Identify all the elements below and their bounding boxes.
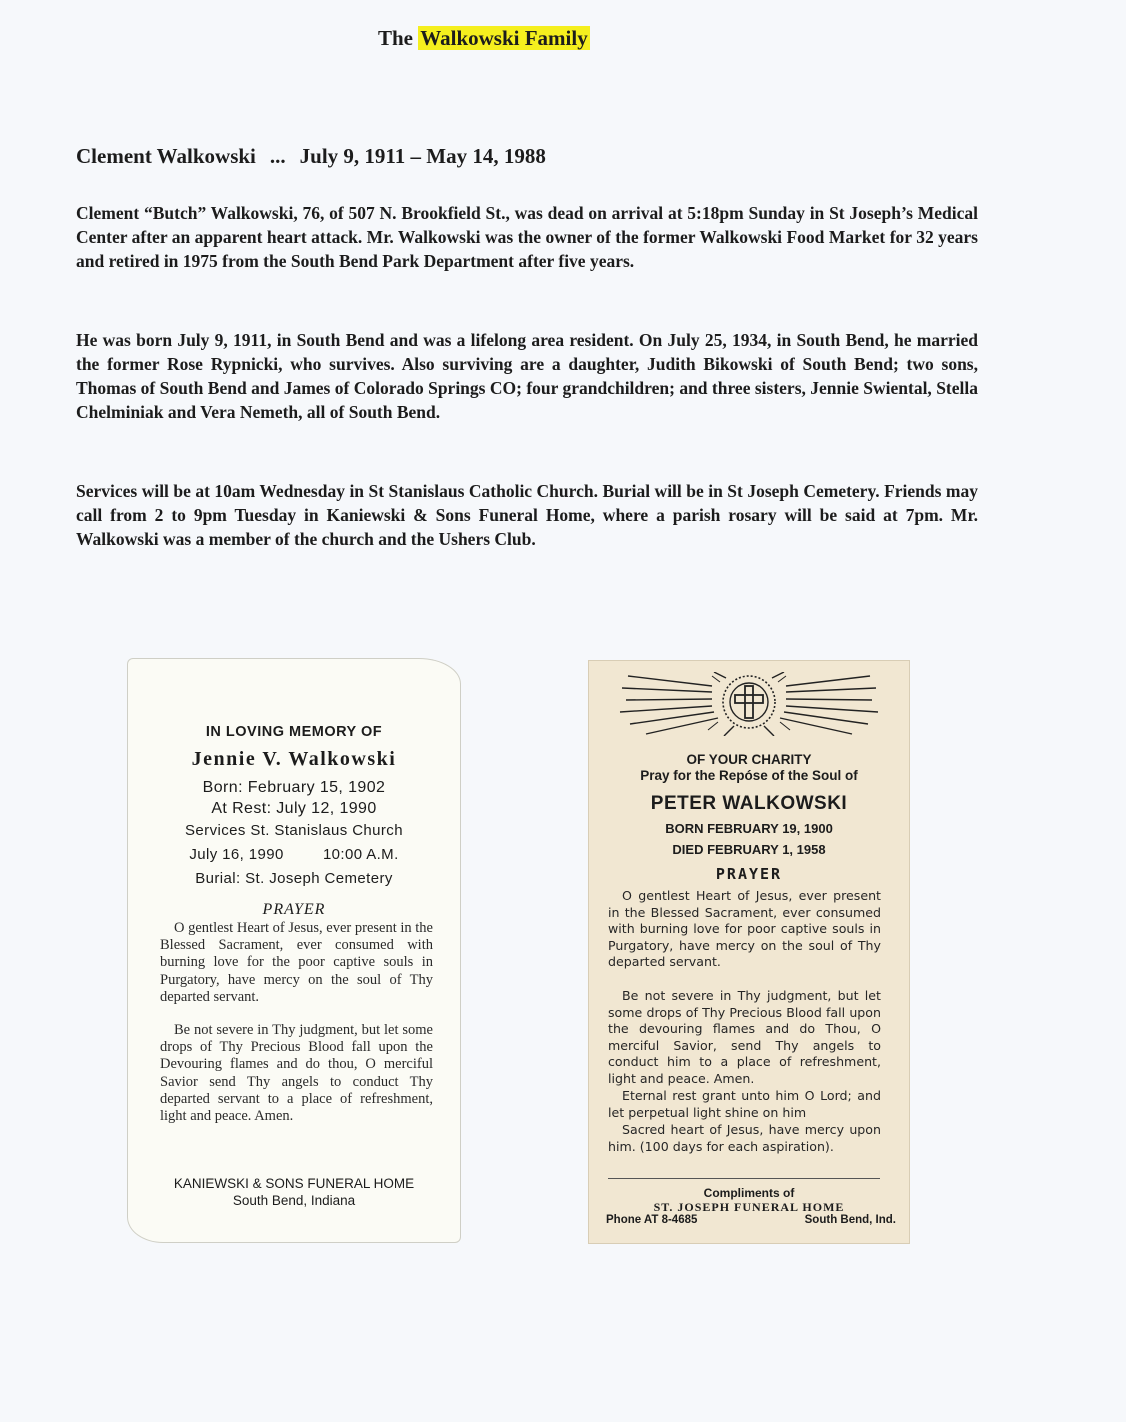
card-prayer-part-1: O gentlest Heart of Jesus, ever present in the Blessed Sacrament, ever consumed with burning love for the poor captive souls in Purgatory, have mercy on the soul of Thy departed servant. — [160, 920, 433, 1005]
card-born: Born: February 15, 1902 — [202, 779, 386, 796]
card-service-datetime — [127, 846, 461, 863]
card-name: PETER WALKOWSKI — [650, 793, 848, 814]
card-location: South Bend, Indiana — [232, 1193, 356, 1208]
card-service-time: 10:00 A.M. — [322, 846, 399, 863]
card-funeral-home: ST. JOSEPH FUNERAL HOME — [653, 1200, 845, 1214]
card-prayer-part-4: Sacred heart of Jesus, have mercy upon him. (100 days for each aspiration). — [608, 1122, 881, 1154]
card-funeral-home: KANIEWSKI & SONS FUNERAL HOME — [173, 1176, 415, 1191]
card-born: BORN FEBRUARY 19, 1900 — [665, 821, 833, 836]
card-compliments: Compliments of — [703, 1186, 795, 1200]
card-prayer-part-2: Be not severe in Thy judgment, but let some drops of Thy Precious Blood fall upon the devouring flames and do Thou, O merciful Savior, send Thy angels to conduct him to a place of refreshment, light and peace. Amen. — [608, 988, 881, 1086]
card-city: South Bend, Ind. — [804, 1214, 896, 1226]
title-prefix: The — [378, 26, 414, 50]
card-burial: Burial: St. Joseph Cemetery — [195, 870, 393, 887]
obituary-separator: ... — [269, 144, 286, 168]
memorial-card-jennie — [127, 658, 461, 1243]
card-charity: OF YOUR CHARITY — [686, 752, 812, 767]
card-prayer-title: PRAYER — [715, 865, 783, 883]
card-services: Services St. Stanislaus Church — [185, 822, 403, 839]
card-rest: At Rest: July 12, 1990 — [211, 800, 377, 817]
card-prayer-title: PRAYER — [262, 901, 326, 918]
memorial-card-peter — [588, 660, 910, 1244]
obituary-paragraph-2: He was born July 9, 1911, in South Bend and was a lifelong area resident. On July 25, 1934, in South Bend, he married the former Rose Rypnicki, who survives. Also surviving are a daughter, Judith Bikowski of South Bend; two sons, Thomas of South Bend and James of Colorado Springs CO; four grandchildren; and three sisters, Jennie Swiental, Stella Chelminiak and Vera Nemeth, all of South Bend. — [76, 330, 978, 422]
card-phone: Phone AT 8-4685 — [606, 1214, 698, 1226]
card-heading: IN LOVING MEMORY OF — [205, 724, 383, 740]
card-prayer-part-2: Be not severe in Thy judgment, but let some drops of Thy Precious Blood fall upon the Devouring flames and do thou, O merciful Savior send Thy angels to conduct Thy departed servant to a place of refreshment, light and peace. Amen. — [160, 1022, 433, 1125]
title-highlight: Walkowski Family — [420, 26, 588, 50]
obituary-paragraph-3: Services will be at 10am Wednesday in St Stanislaus Catholic Church. Burial will be in St Joseph Cemetery. Friends may call from 2 to 9pm Tuesday in Kaniewski & Sons Funeral Home, where a parish rosary will be said at 7pm. Mr. Walkowski was a member of the church and the Ushers Club. — [76, 481, 978, 549]
card-service-date: July 16, 1990 — [189, 846, 284, 863]
obituary-name: Clement Walkowski — [76, 144, 256, 168]
card-contact — [606, 1214, 896, 1226]
card-prayer-part-3: Eternal rest grant unto him O Lord; and let perpetual light shine on him — [608, 1088, 881, 1120]
obituary-heading — [76, 144, 546, 169]
card-pray-for: Pray for the Repóse of the Soul of — [640, 768, 858, 783]
card-died: DIED FEBRUARY 1, 1958 — [672, 842, 826, 857]
card-divider — [608, 1178, 880, 1179]
sacred-heart-cross-icon — [616, 672, 882, 736]
page-title — [378, 26, 590, 51]
obituary-dates: July 9, 1911 – May 14, 1988 — [299, 144, 546, 168]
obituary-paragraph-1: Clement “Butch” Walkowski, 76, of 507 N. Brookfield St., was dead on arrival at 5:18pm Sunday in St Joseph’s Medical Center after an apparent heart attack. Mr. Walkowski was the owner of the former Walkowski Food Market for 32 years and retired in 1975 from the South Bend Park Department after five years. — [76, 203, 978, 271]
card-prayer-part-1: O gentlest Heart of Jesus, ever present in the Blessed Sacrament, ever consumed with burning love for poor captive souls in Purgatory, have mercy on the soul of Thy departed servant. — [608, 888, 881, 970]
card-name: Jennie V. Walkowski — [191, 748, 397, 770]
